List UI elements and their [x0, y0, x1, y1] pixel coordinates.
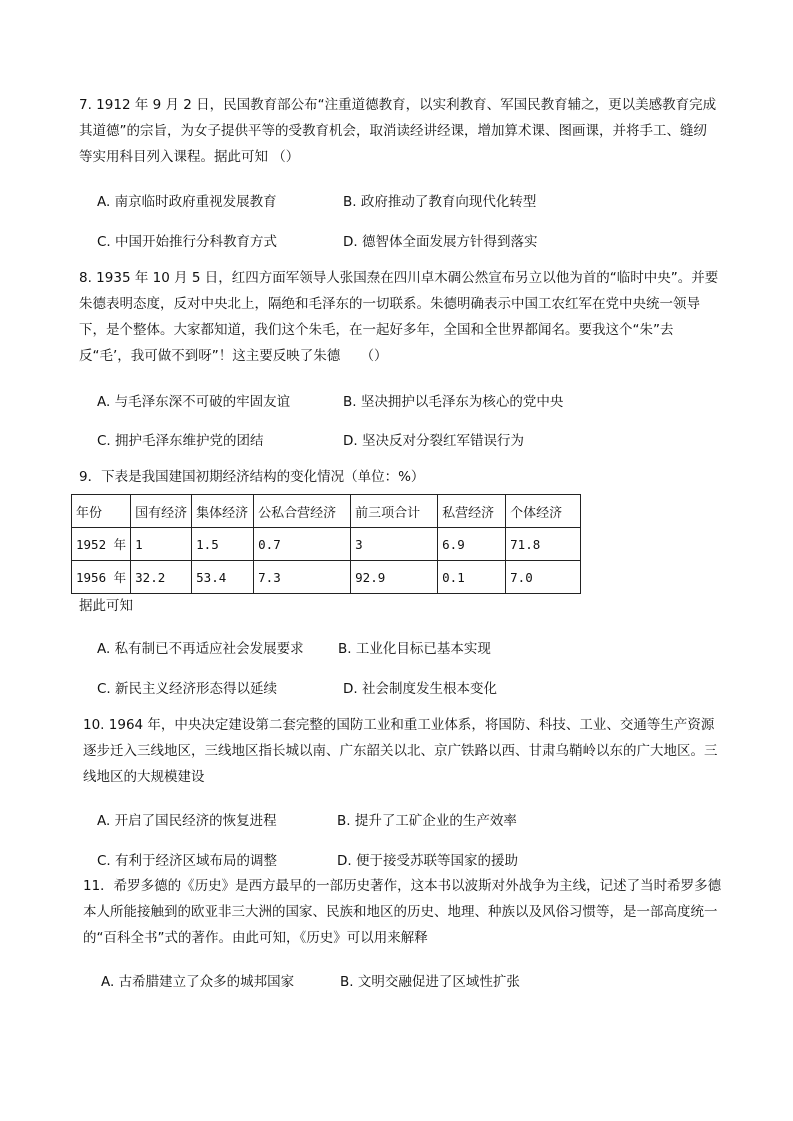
table-header-cell: 前三项合计	[351, 495, 438, 528]
q8-option-b: B. 坚决拥护以毛泽东为核心的党中央	[343, 394, 564, 410]
q10-option-a: A. 开启了国民经济的恢复进程	[97, 813, 277, 829]
q8-option-c: C. 拥护毛泽东维护党的团结	[97, 433, 264, 449]
table-cell: 0.1	[438, 561, 506, 594]
q9-option-d: D. 社会制度发生根本变化	[343, 681, 497, 697]
q7-option-a: A. 南京临时政府重视发展教育	[97, 194, 277, 210]
table-cell: 0.7	[254, 528, 351, 561]
question-10-stem: 10. 1964 年，中央决定建设第二套完整的国防工业和重工业体系，将国防、科技、工业、交通等生产资源逐步迁入三线地区，三线地区指长城以南、广东韶关以北、京广铁路以西、甘肃乌鞘岭以东的广大地区。三线地区的大规模建设	[83, 717, 718, 785]
table-cell: 32.2	[131, 561, 192, 594]
table-header-cell: 个体经济	[506, 495, 581, 528]
q8-option-d: D. 坚决反对分裂红军错误行为	[343, 433, 524, 449]
table-cell: 6.9	[438, 528, 506, 561]
table-cell: 7.0	[506, 561, 581, 594]
table-header-cell: 私营经济	[438, 495, 506, 528]
q10-option-b: B. 提升了工矿企业的生产效率	[337, 813, 517, 829]
q10-option-d: D. 便于接受苏联等国家的援助	[337, 853, 518, 869]
q9-option-c: C. 新民主义经济形态得以延续	[97, 681, 278, 697]
q11-option-b: B. 文明交融促进了区域性扩张	[340, 974, 520, 990]
table-row	[72, 528, 581, 561]
economy-structure-table	[71, 494, 581, 594]
q7-option-b: B. 政府推动了教育向现代化转型	[343, 194, 537, 210]
q7-option-c: C. 中国开始推行分科教育方式	[97, 234, 278, 250]
table-row	[72, 561, 581, 594]
q9-note: 据此可知	[79, 598, 133, 614]
question-9-stem: 9．下表是我国建国初期经济结构的变化情况（单位：%）	[79, 469, 425, 485]
table-cell: 71.8	[506, 528, 581, 561]
table-cell: 1	[131, 528, 192, 561]
table-header-row	[72, 495, 581, 528]
q8-option-a: A. 与毛泽东深不可破的牢固友谊	[97, 394, 291, 410]
q9-option-b: B. 工业化目标已基本实现	[338, 641, 491, 657]
table-header-cell: 年份	[72, 495, 131, 528]
q9-option-a: A. 私有制已不再适应社会发展要求	[97, 641, 304, 657]
question-11-stem: 11．希罗多德的《历史》是西方最早的一部历史著作，这本书以波斯对外战争为主线，记述了当时希罗多德本人所能接触到的欧亚非三大洲的国家、民族和地区的历史、地理、种族以及风俗习惯等，是一部高度统一的“百科全书”式的著作。由此可知，《历史》可以用来解释	[83, 878, 722, 946]
table-cell: 1952 年	[72, 528, 131, 561]
q7-option-d: D. 德智体全面发展方针得到落实	[343, 234, 538, 250]
question-8-stem: 8. 1935 年 10 月 5 日，红四方面军领导人张国焘在四川卓木碉公然宣布另立以他为首的“临时中央”。并要朱德表明态度，反对中央北上，隔绝和毛泽东的一切联系。朱德明确表示中国工农红军在党中央统一领导下，是个整体。大家都知道，我们这个朱毛，在一起好多年，全国和全世界都闻名。要我这个“朱”去反“毛’，我可做不到呀”！这主要反映了朱德 （）	[79, 270, 719, 364]
question-7-stem: 7. 1912 年 9 月 2 日，民国教育部公布“注重道德教育，以实利教育、军国民教育辅之，更以美感教育完成其道德”的宗旨，为女子提供平等的受教育机会，取消读经讲经课，增加算术课、图画课，并将手工、缝纫等实用科目列入课程。据此可知 （）	[79, 97, 717, 165]
table-header-cell: 集体经济	[192, 495, 254, 528]
table-cell: 92.9	[351, 561, 438, 594]
table-cell: 3	[351, 528, 438, 561]
q11-option-a: A. 古希腊建立了众多的城邦国家	[101, 974, 295, 990]
table-cell: 1.5	[192, 528, 254, 561]
table-header-cell: 公私合营经济	[254, 495, 351, 528]
q10-option-c: C. 有利于经济区域布局的调整	[97, 853, 278, 869]
table-header-cell: 国有经济	[131, 495, 192, 528]
table-cell: 1956 年	[72, 561, 131, 594]
table-cell: 7.3	[254, 561, 351, 594]
table-cell: 53.4	[192, 561, 254, 594]
